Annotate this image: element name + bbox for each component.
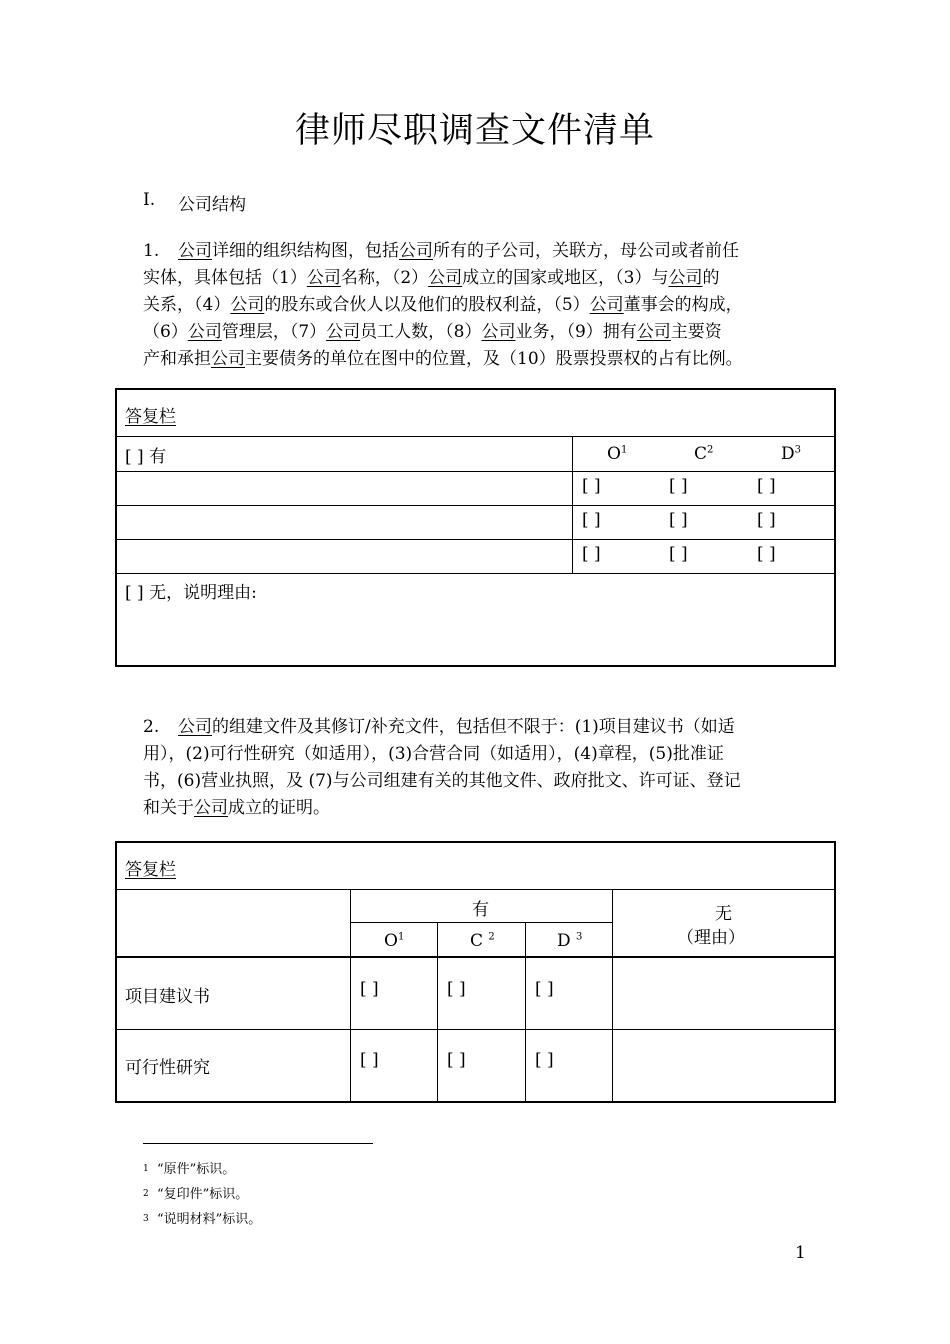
footnote-3: 3 “说明材料”标识。 bbox=[143, 1212, 262, 1227]
table2-row2-c-checkbox[interactable]: [ ] bbox=[447, 1050, 466, 1070]
table1-row3-d-checkbox[interactable]: [ ] bbox=[757, 544, 776, 564]
item1-paragraph bbox=[143, 238, 811, 373]
table2-row1-o-checkbox[interactable]: [ ] bbox=[360, 979, 379, 999]
page-number: 1 bbox=[795, 1243, 806, 1263]
table1-row2-d-checkbox[interactable]: [ ] bbox=[757, 510, 776, 530]
section-name: 公司结构 bbox=[178, 195, 246, 215]
table2-row2-d-checkbox[interactable]: [ ] bbox=[535, 1050, 554, 1070]
table2-header: 答复栏 bbox=[125, 860, 176, 880]
table1-col-d: $D^3$ bbox=[781, 444, 802, 464]
item1-line-3: 关系，（4）公司的股东或合伙人以及他们的股权利益，（5）公司董事会的构成， bbox=[143, 295, 743, 315]
table2-col-c: C $^2$ bbox=[470, 931, 495, 951]
response-table-1 bbox=[115, 388, 836, 667]
table1-row1-d-checkbox[interactable]: [ ] bbox=[757, 476, 776, 496]
item1-line-5: 产和承担公司主要债务的单位在图中的位置，及（10）股票投票权的占有比例。 bbox=[143, 349, 743, 369]
table2-has-header: 有 bbox=[472, 900, 489, 920]
section-number: I. bbox=[143, 190, 156, 210]
item1-line-4: （6）公司管理层，（7）公司员工人数，（8）公司业务，（9）拥有公司主要资 bbox=[143, 322, 722, 342]
table2-none-reason: （理由） bbox=[677, 928, 745, 948]
table1-row1-c-checkbox[interactable]: [ ] bbox=[669, 476, 688, 496]
footnote-2: 2 “复印件”标识。 bbox=[143, 1187, 249, 1202]
table2-col-d: D $^3$ bbox=[557, 931, 583, 951]
item1-line-1: 1. 公司详细的组织结构图，包括公司所有的子公司，关联方，母公司或者前任 bbox=[143, 241, 739, 261]
table2-row-label: 项目建议书 bbox=[125, 987, 210, 1007]
table1-row2-o-checkbox[interactable]: [ ] bbox=[582, 510, 601, 530]
table1-col-c: $C^2$ bbox=[694, 444, 714, 464]
table2-row1-d-checkbox[interactable]: [ ] bbox=[535, 979, 554, 999]
table1-row3-o-checkbox[interactable]: [ ] bbox=[582, 544, 601, 564]
item2-line-2: 用），(2)可行性研究（如适用），(3)合营合同（如适用），(4)章程，(5)批准证 bbox=[143, 744, 724, 764]
table1-row1-o-checkbox[interactable]: [ ] bbox=[582, 476, 601, 496]
table2-col-o: $O^1$ bbox=[384, 931, 405, 951]
table1-header: 答复栏 bbox=[125, 407, 176, 427]
table1-row2-c-checkbox[interactable]: [ ] bbox=[669, 510, 688, 530]
table1-col-o: $O^1$ bbox=[607, 444, 628, 464]
item2-line-1: 2. 公司的组建文件及其修订/补充文件，包括但不限于：(1)项目建议书（如适 bbox=[143, 717, 735, 737]
item2-line-4: 和关于公司成立的证明。 bbox=[143, 798, 330, 818]
page-title: 律师尽职调查文件清单 bbox=[294, 111, 655, 151]
table1-none-option[interactable]: [ ] 无，说明理由: bbox=[125, 583, 257, 603]
table2-none-header: 无 bbox=[715, 904, 732, 924]
table2-row2-o-checkbox[interactable]: [ ] bbox=[360, 1050, 379, 1070]
footnote-divider bbox=[143, 1143, 373, 1144]
table2-row-label: 可行性研究 bbox=[125, 1058, 210, 1078]
item1-line-2: 实体，具体包括（1）公司名称，（2）公司成立的国家或地区，（3）与公司的 bbox=[143, 268, 720, 288]
table2-row1-c-checkbox[interactable]: [ ] bbox=[447, 979, 466, 999]
item2-paragraph bbox=[143, 714, 811, 822]
table1-has-option[interactable]: [ ] 有 bbox=[125, 447, 167, 467]
table1-row3-c-checkbox[interactable]: [ ] bbox=[669, 544, 688, 564]
footnote-1: 1 “原件”标识。 bbox=[143, 1162, 236, 1177]
response-table-2 bbox=[115, 841, 836, 1103]
item2-line-3: 书，(6)营业执照，及 (7)与公司组建有关的其他文件、政府批文、许可证、登记 bbox=[143, 771, 741, 791]
